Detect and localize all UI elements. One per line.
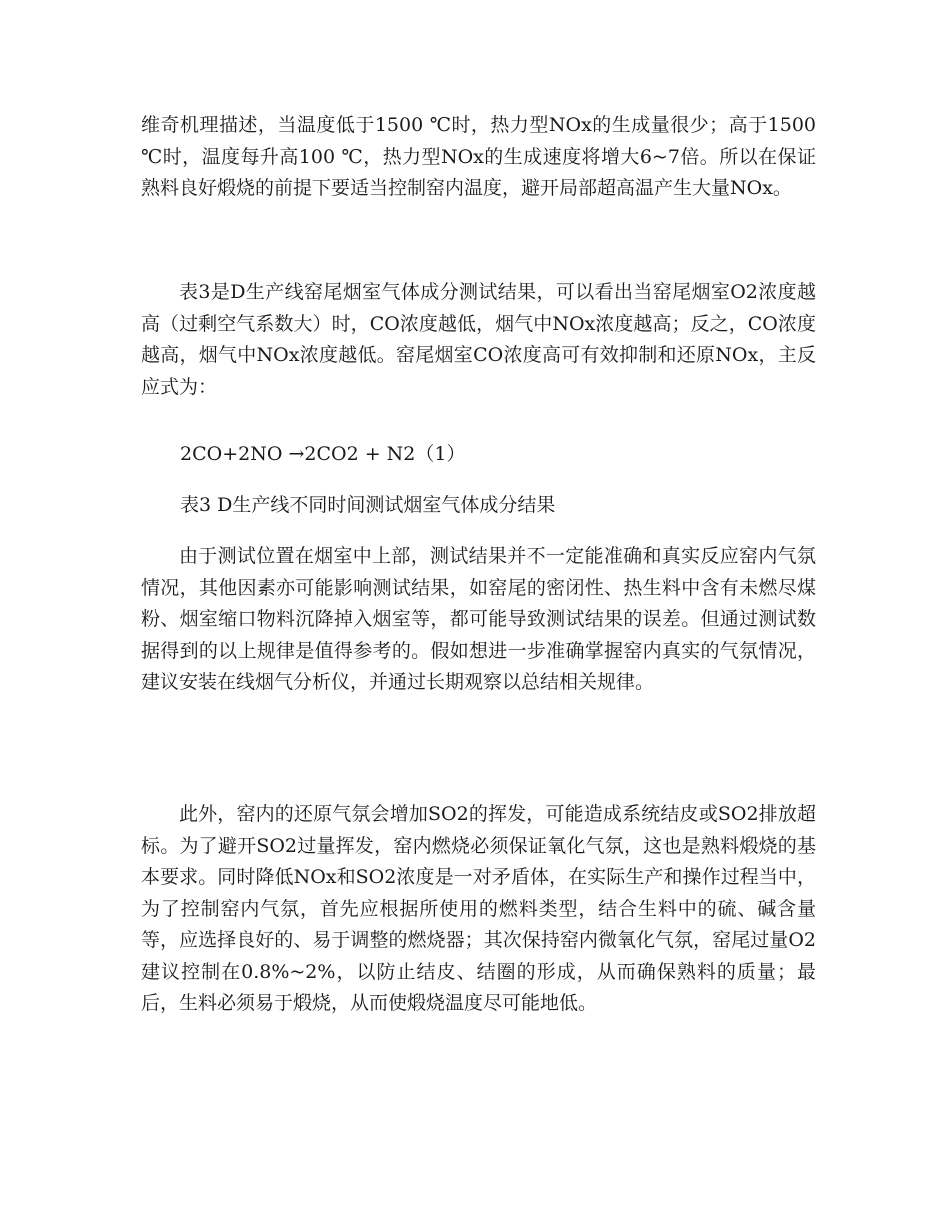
paragraph-table3-analysis: 表3是D生产线窑尾烟室气体成分测试结果，可以看出当窑尾烟室O2浓度越高（过剩空气系数大）时，CO浓度越低，烟气中NOx浓度越高；反之，CO浓度越高，烟气中NOx浓度越低。窑尾烟室CO浓度高可有效抑制和还原NOx，主反应式为： (141, 281, 816, 398)
paragraph-test-limitations: 由于测试位置在烟室中上部，测试结果并不一定能准确和真实反应窑内气氛情况，其他因素亦可能影响测试结果，如窑尾的密闭性、热生料中含有未燃尽煤粉、烟室缩口物料沉降掉入烟室等，都可能导致测试结果的误差。但通过测试数据得到的以上规律是值得参考的。假如想进一步准确掌握窑内真实的气氛情况，建议安装在线烟气分析仪，并通过长期观察以总结相关规律。 (141, 545, 816, 693)
paragraph-thermal-nox: 维奇机理描述，当温度低于1500 ℃时，热力型NOx的生成量很少；高于1500 ℃时，温度每升高100 ℃，热力型NOx的生成速度将增大6~7倍。所以在保证熟料良好煅烧的前提下要适当控制窑内温度，避开局部超高温产生大量NOx。 (141, 114, 816, 199)
table-caption: 表3 D生产线不同时间测试烟室气体成分结果 (180, 494, 556, 516)
reaction-formula: 2CO+2NO →2CO2 + N2（1） (180, 443, 466, 465)
paragraph-so2-control: 此外，窑内的还原气氛会增加SO2的挥发，可能造成系统结皮或SO2排放超标。为了避开SO2过量挥发，窑内燃烧必须保证氧化气氛，这也是熟料煅烧的基本要求。同时降低NOx和SO2浓度是一对矛盾体，在实际生产和操作过程当中，为了控制窑内气氛，首先应根据所使用的燃料类型，结合生料中的硫、碱含量等，应选择良好的、易于调整的燃烧器；其次保持窑内微氧化气氛，窑尾过量O2建议控制在0.8%~2%，以防止结皮、结圈的形成，从而确保熟料的质量；最后，生料必须易于煅烧，从而使煅烧温度尽可能地低。 (141, 803, 816, 1014)
